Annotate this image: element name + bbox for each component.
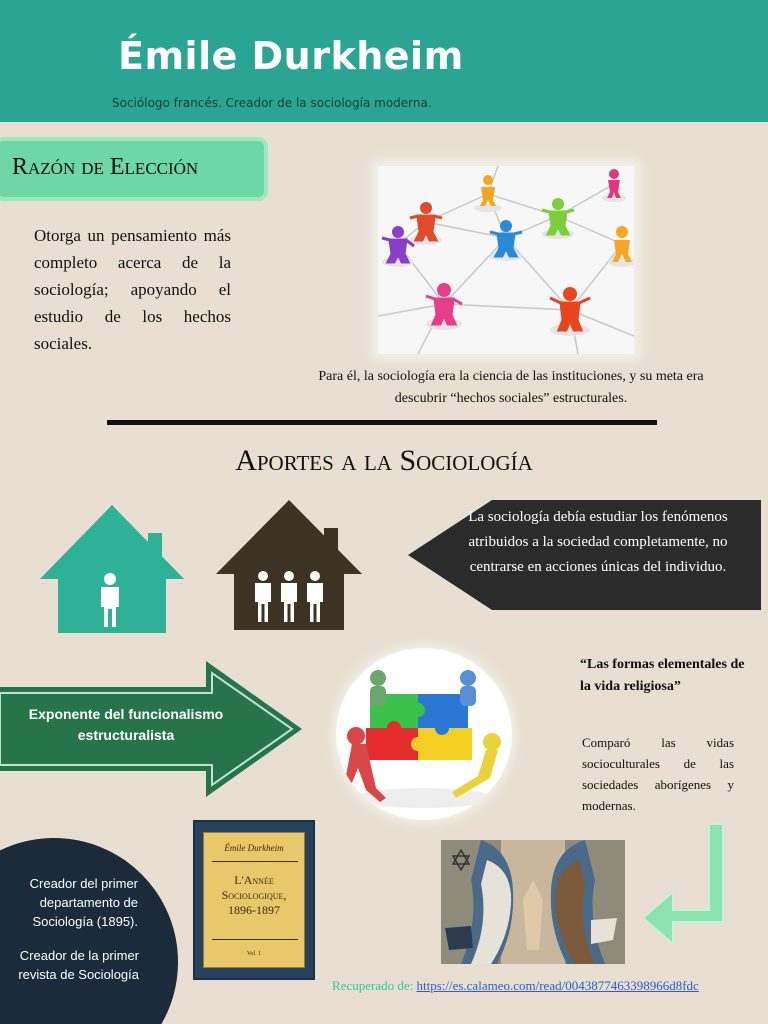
- house-single-person-icon: [40, 505, 184, 635]
- exponente-text: Exponente del funcionalismo estructuralista: [28, 706, 224, 743]
- razon-body: Otorga un pensamiento más completo acerca de la sociología; apoyando el estudio de los hechos sociales.: [34, 226, 231, 353]
- house-family-icon: [216, 500, 362, 632]
- page-title: Émile Durkheim: [118, 34, 464, 78]
- book-cover-title-line1: L'Année: [234, 873, 274, 887]
- credit-link[interactable]: https://es.calameo.com/read/0043877463398966d8fdc: [416, 978, 699, 993]
- aportes-heading: Aportes a la Sociología: [235, 444, 533, 477]
- page-subtitle: Sociólogo francés. Creador de la sociología moderna.: [112, 96, 432, 110]
- sociedad-callout-text: La sociología debía estudiar los fenómenos atribuidos a la sociedad completamente, no centrarse en acciones únicas del individuo.: [468, 509, 728, 575]
- credit-line: [332, 978, 699, 994]
- section-divider: [107, 420, 657, 425]
- creator-department: Creador del primer departamento de Sociología (1895).: [29, 876, 138, 929]
- book-cover-rule: [212, 861, 298, 862]
- book-cover-author: Émile Durkheim: [224, 843, 284, 853]
- religious-faces-icon: [441, 840, 625, 964]
- people-network-icon: [378, 166, 634, 354]
- book-cover-title: [204, 873, 304, 918]
- creator-journal: Creador de la primer revista de Sociología: [18, 948, 139, 982]
- razon-heading: Razón de Elección: [12, 154, 199, 180]
- return-arrow-icon: [643, 822, 727, 948]
- credit-label: Recuperado de:: [332, 978, 414, 993]
- book-cover-rule: [212, 939, 298, 940]
- book-cover: [193, 820, 315, 980]
- book-cover-inner: [203, 832, 305, 968]
- book-cover-title-line2: Sociologique,: [221, 888, 287, 902]
- book-title: “Las formas elementales de la vida religiosa”: [580, 657, 745, 694]
- creator-circle: [0, 838, 178, 1024]
- book-cover-title-line3: 1896-1897: [228, 903, 280, 917]
- book-cover-volume: Vol. 1: [246, 951, 262, 957]
- puzzle-people-icon: [336, 648, 512, 820]
- network-caption: Para él, la sociología era la ciencia de las instituciones, y su meta era descubrir “hechos sociales” estructurales.: [318, 369, 704, 406]
- book-body: Comparó las vidas socioculturales de las sociedades aborígenes y modernas.: [582, 735, 734, 813]
